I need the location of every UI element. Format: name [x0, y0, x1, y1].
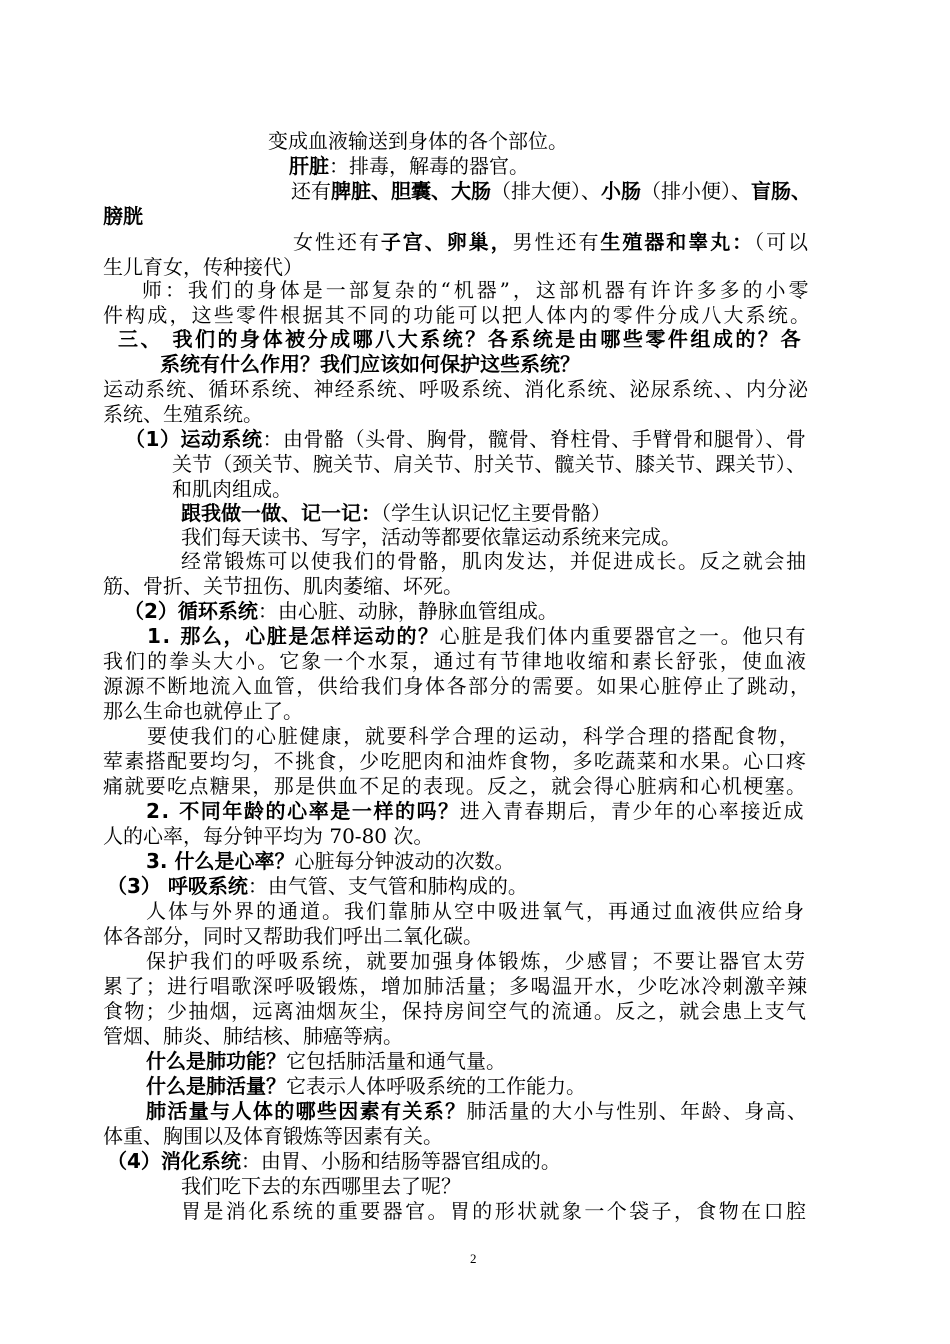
text-run: 心脏每分钟波动的次数。 — [294, 849, 515, 873]
bold-run: 2. 不同年龄的心率是一样的吗？ — [146, 799, 460, 823]
text-line — [103, 998, 807, 1024]
text-run: 体重、胸围以及体育锻炼等因素有关。 — [103, 1124, 443, 1148]
text-line — [103, 1123, 443, 1149]
text-line — [103, 573, 463, 599]
text-line — [107, 873, 528, 899]
text-run: （排小便）、 — [641, 179, 751, 203]
text-line — [147, 623, 807, 649]
text-line — [181, 1173, 461, 1199]
text-run: 还有 — [291, 179, 331, 203]
text-line — [181, 1198, 808, 1224]
bold-run: （1）运动系统 — [125, 427, 263, 451]
text-run: 筋、骨折、关节扭伤、肌肉萎缩、坏死。 — [103, 574, 463, 598]
text-run: （可以 — [754, 230, 810, 254]
text-run: ：由胃、小肠和结肠等器官组成的。 — [240, 1149, 561, 1173]
text-line — [103, 923, 483, 949]
bold-run: 三、 我们的身体被分成哪八大系统？各系统是由哪些零件组成的？各 — [118, 327, 803, 351]
text-run: 我们每天读书、写字，活动等都要依靠运动系统来完成。 — [181, 525, 681, 549]
text-line — [103, 973, 808, 999]
text-run: 累了；进行唱歌深呼吸锻炼，增加肺活量；多喝温开水，少吃冰冷刺激辛辣 — [103, 974, 809, 998]
bold-run: 子宫、卵巢， — [380, 230, 513, 254]
bold-run: 什么是肺功能？ — [146, 1049, 286, 1073]
bold-run: 肺活量与人体的哪些因素有关系？ — [146, 1099, 467, 1123]
text-run: 管烟、肺炎、肺结核、肺癌等病。 — [103, 1024, 403, 1048]
text-run: 我们吃下去的东西哪里去了呢？ — [181, 1174, 461, 1198]
text-run: （排大便）、 — [491, 179, 601, 203]
text-line — [146, 898, 806, 924]
text-run: 痛就要吃点糖果，那是供血不足的表现。反之，就会得心脏病和心机梗塞。 — [103, 774, 808, 798]
text-run: 荤素搭配要均匀，不挑食，少吃肥肉和油炸食物，多吃蔬菜和水果。心口疼 — [103, 749, 808, 773]
text-line — [124, 598, 558, 624]
text-line — [146, 948, 807, 974]
text-run: 肺活量的大小与性别、年龄、身高、 — [466, 1099, 809, 1123]
text-line — [146, 798, 805, 824]
text-run: 体各部分，同时又帮助我们呼出二氧化碳。 — [103, 924, 483, 948]
bold-run: 什么是肺活量？ — [146, 1074, 286, 1098]
text-line — [146, 1098, 808, 1124]
text-run: ：由骨骼（头骨、胸骨，髋骨、脊柱骨、手臂骨和腿骨）、骨 — [262, 427, 807, 451]
text-run: ：由气管、支气管和肺构成的。 — [247, 874, 528, 898]
text-line — [103, 773, 807, 799]
text-run: 它表示人体呼吸系统的工作能力。 — [286, 1074, 586, 1098]
text-line — [268, 128, 568, 154]
text-run: 关节（颈关节、腕关节、肩关节、肘关节、髋关节、膝关节、踝关节）、 — [172, 452, 807, 476]
text-line — [103, 698, 303, 724]
text-run: 食物；少抽烟，远离油烟灰尘，保持房间空气的流通。反之，就会患上支气 — [103, 999, 808, 1023]
text-line — [160, 351, 580, 377]
text-line — [103, 302, 812, 328]
text-line — [103, 203, 143, 229]
text-run: 变成血液输送到身体的各个部位。 — [268, 129, 568, 153]
text-line — [103, 648, 808, 674]
text-run: 系统、生殖系统。 — [103, 402, 263, 426]
text-line — [172, 476, 292, 502]
bold-run: 肝脏 — [289, 154, 329, 178]
text-run: 要使我们的心脏健康，就要科学合理的运动，科学合理的搭配食物， — [147, 724, 801, 748]
text-line — [103, 823, 433, 849]
text-run: ：排毒，解毒的器官。 — [329, 154, 529, 178]
text-run: 保护我们的呼吸系统，就要加强身体锻炼，少感冒；不要让器官太劳 — [146, 949, 808, 973]
text-line — [293, 229, 810, 255]
text-run: 源源不断地流入血管，供给我们身体各部分的需要。如果心脏停止了跳动， — [103, 674, 812, 698]
text-line — [103, 1023, 403, 1049]
text-line — [118, 326, 803, 352]
bold-run: 膀胱 — [103, 204, 143, 228]
text-run: 那么生命也就停止了。 — [103, 699, 303, 723]
text-line — [103, 376, 809, 402]
text-run: 人体与外界的通道。我们靠肺从空中吸进氧气，再通过血液供应给身 — [146, 899, 806, 923]
bold-run: 1. 那么，心脏是怎样运动的？ — [147, 624, 440, 648]
text-line — [181, 500, 611, 526]
bold-run: 3. 什么是心率？ — [146, 849, 295, 873]
text-run: 我们的拳头大小。它象一个水泵，通过有节律地收缩和素长舒张，使血液 — [103, 649, 809, 673]
bold-run: （2）循环系统 — [124, 599, 258, 623]
text-run: 胃是消化系统的重要器官。胃的形状就象一个袋子，食物在口腔 — [181, 1199, 809, 1223]
text-line — [172, 451, 806, 477]
bold-run: 系统有什么作用？我们应该如何保护这些系统？ — [160, 352, 580, 376]
text-run: 男性还有 — [512, 230, 601, 254]
text-line — [289, 153, 529, 179]
bold-run: 生殖器和睾丸： — [600, 230, 755, 254]
text-run: ：由心脏、动脉，静脉血管组成。 — [257, 599, 558, 623]
text-line — [125, 426, 806, 452]
bold-run: 跟我做一做、记一记： — [181, 501, 381, 525]
text-line — [103, 748, 807, 774]
text-line — [146, 1048, 506, 1074]
text-line — [146, 1073, 586, 1099]
text-line — [146, 848, 514, 874]
text-run: 生儿育女，传种接代） — [103, 255, 303, 279]
bold-run: （3） 呼吸系统 — [107, 874, 248, 898]
page-number: 2 — [470, 1251, 477, 1266]
text-run: （学生认识记忆主要骨骼） — [381, 501, 611, 525]
bold-run: 脾脏、胆囊、大肠 — [331, 179, 491, 203]
text-line — [103, 673, 811, 699]
text-run: 进入青春期后，青少年的心率接近成 — [459, 799, 806, 823]
text-run: 它包括肺活量和通气量。 — [286, 1049, 506, 1073]
text-run: 和肌肉组成。 — [172, 477, 292, 501]
text-run: 师：我们的身体是一部复杂的“机器”，这部机器有许许多多的小零 — [142, 278, 812, 302]
text-line — [147, 723, 801, 749]
text-line — [103, 401, 263, 427]
text-run: 心脏是我们体内重要器官之一。他只有 — [439, 624, 808, 648]
text-line — [181, 524, 681, 550]
text-line — [291, 178, 811, 204]
text-run: 运动系统、循环系统、神经系统、呼吸系统、消化系统、泌尿系统、、内分泌 — [103, 377, 810, 401]
bold-run: （4）消化系统 — [107, 1149, 241, 1173]
bold-run: 盲肠、 — [751, 179, 811, 203]
bold-run: 小肠 — [601, 179, 641, 203]
text-line — [142, 277, 811, 303]
text-run: 人的心率，每分钟平均为 70-80 次。 — [103, 824, 434, 848]
text-line — [107, 1148, 561, 1174]
text-run: 件构成，这些零件根据其不同的功能可以把人体内的零件分成八大系统。 — [103, 303, 813, 327]
text-run: 女性还有 — [293, 230, 381, 254]
text-run: 经常锻炼可以使我们的骨骼，肌肉发达，并促进成长。反之就会抽 — [181, 549, 808, 573]
text-line — [181, 548, 808, 574]
